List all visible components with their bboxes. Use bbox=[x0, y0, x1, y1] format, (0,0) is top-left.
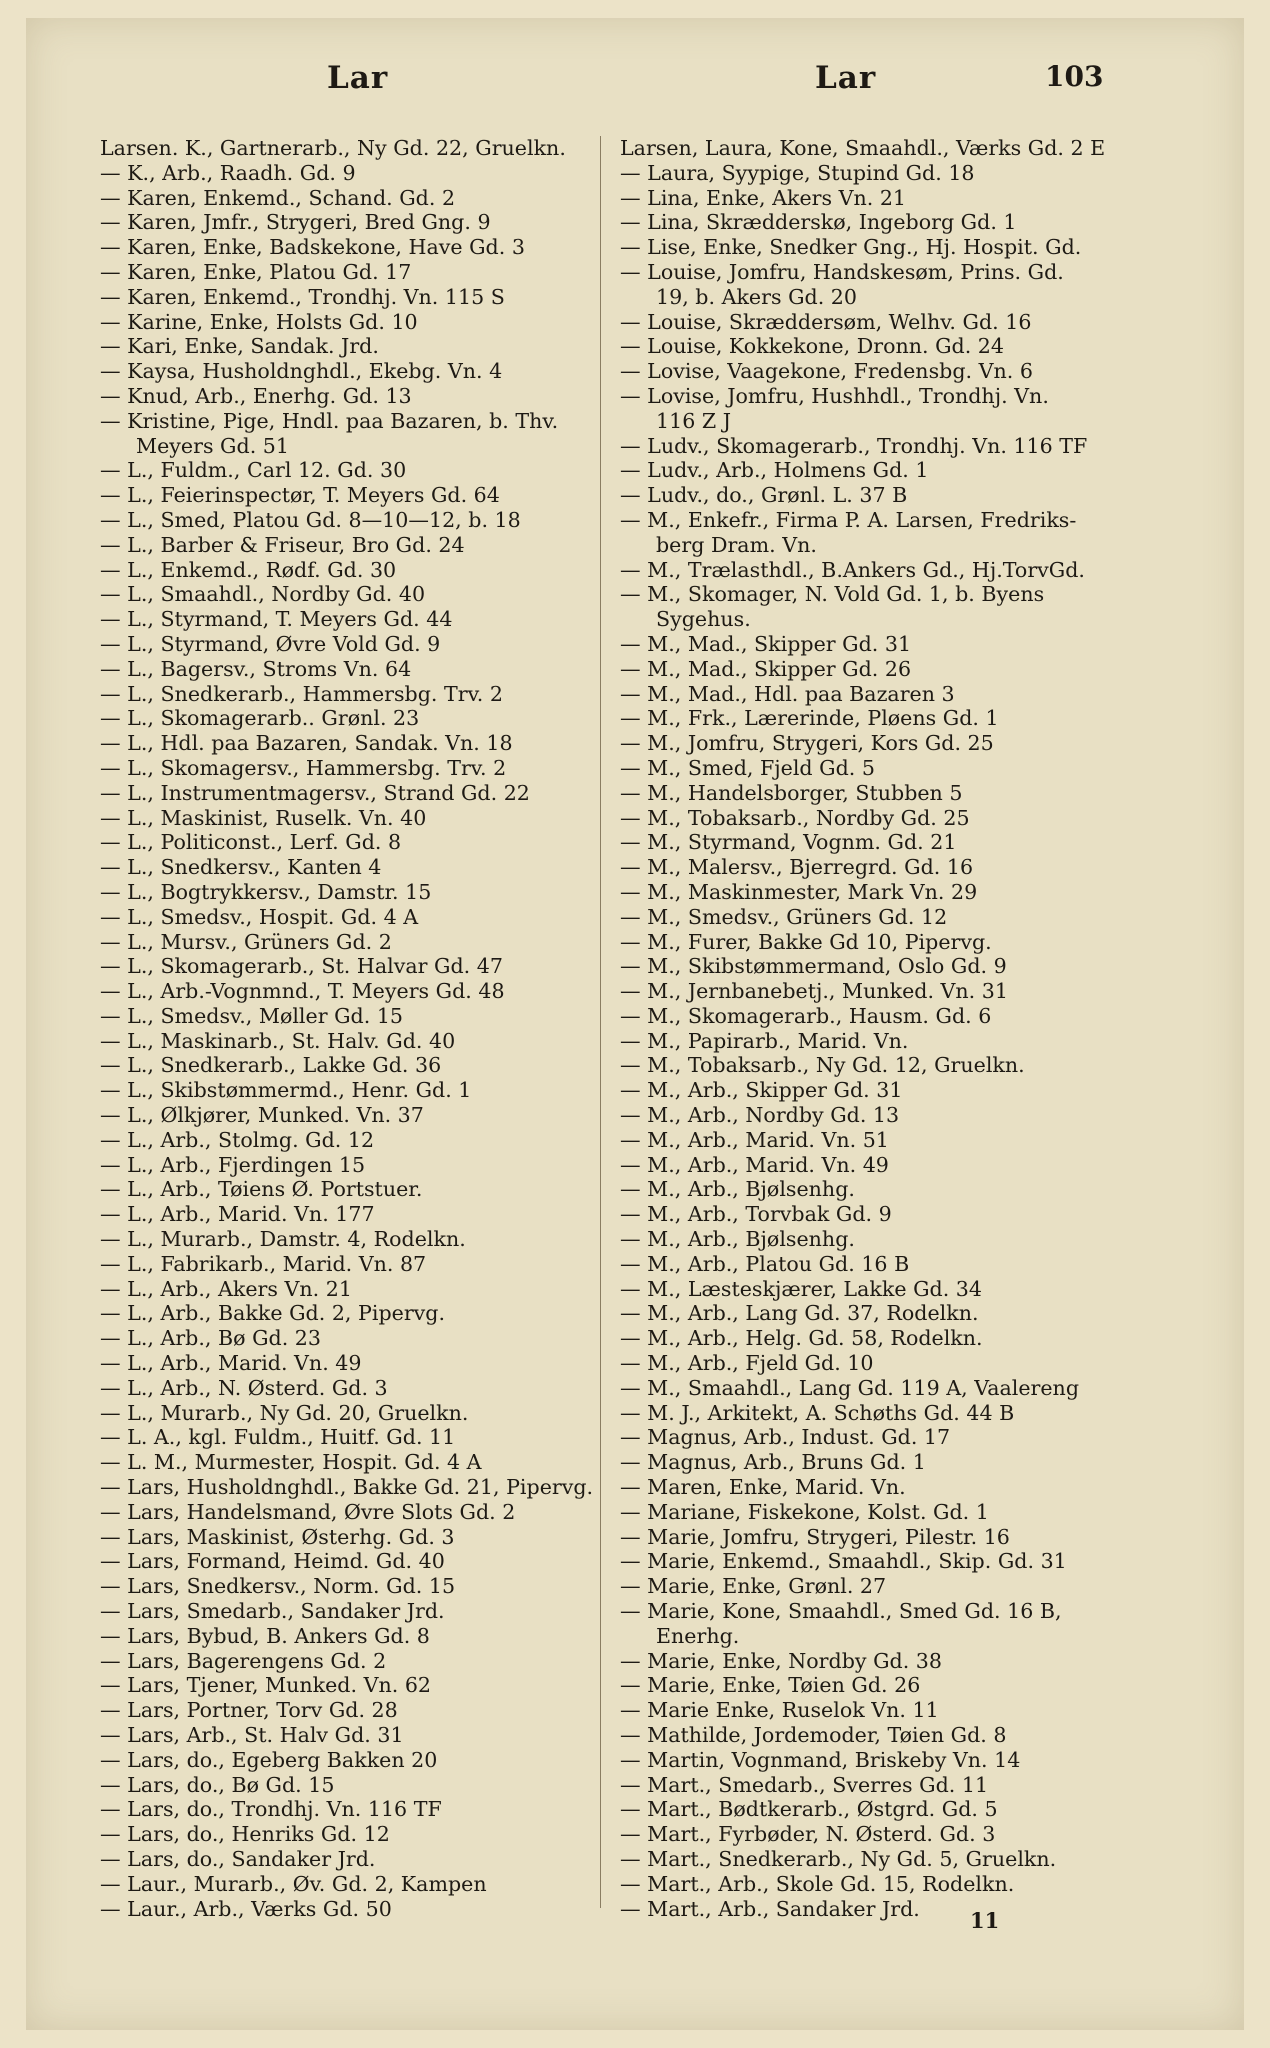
directory-entry: — Mart., Arb., Sandaker Jrd. bbox=[620, 1896, 920, 1921]
directory-entry: — Kaysa, Husholdnghdl., Ekebg. Vn. 4 bbox=[100, 359, 503, 384]
directory-entry: — L., Arb., Akers Vn. 21 bbox=[100, 1276, 352, 1301]
directory-entry: — L., Enkemd., Rødf. Gd. 30 bbox=[100, 557, 397, 582]
directory-entry: — L., Arb., Stolmg. Gd. 12 bbox=[100, 1127, 375, 1152]
directory-entry: — L., Feierinspectør, T. Meyers Gd. 64 bbox=[100, 483, 500, 508]
directory-entry: — M., Malersv., Bjerregrd. Gd. 16 bbox=[620, 855, 974, 880]
directory-entry: — L., Murarb., Ny Gd. 20, Gruelkn. bbox=[100, 1400, 469, 1425]
directory-entry: — M., Skibstømmermand, Oslo Gd. 9 bbox=[620, 954, 1007, 979]
directory-entry: — L., Maskinist, Ruselk. Vn. 40 bbox=[100, 805, 427, 830]
directory-entry: Larsen, Laura, Kone, Smaahdl., Værks Gd. 2 E bbox=[620, 136, 1106, 160]
directory-entry: — Lars, Portner, Torv Gd. 28 bbox=[100, 1698, 398, 1723]
directory-entry: — L., Arb., Marid. Vn. 49 bbox=[100, 1351, 362, 1376]
directory-entry: — L., Arb., Bø Gd. 23 bbox=[100, 1326, 322, 1351]
directory-entry: — L., Styrmand, Øvre Vold Gd. 9 bbox=[100, 631, 441, 656]
directory-entry: — L., Arb., Fjerdingen 15 bbox=[100, 1152, 366, 1177]
directory-entry: — L. M., Murmester, Hospit. Gd. 4 A bbox=[100, 1450, 482, 1475]
directory-entry: — L., Bagersv., Stroms Vn. 64 bbox=[100, 656, 412, 681]
directory-entry: — Louise, Jomfru, Handskesøm, Prins. Gd. bbox=[620, 259, 1064, 284]
directory-entry: — Ludv., Arb., Holmens Gd. 1 bbox=[620, 458, 929, 483]
directory-entry: — Lise, Enke, Snedker Gng., Hj. Hospit. Gd. bbox=[620, 235, 1082, 260]
directory-entry: — Lars, Arb., St. Halv Gd. 31 bbox=[100, 1723, 404, 1747]
directory-entry: — L., Arb., Bakke Gd. 2, Pipervg. bbox=[100, 1301, 446, 1326]
directory-entry: — Mart., Arb., Skole Gd. 15, Rodelkn. bbox=[620, 1871, 1015, 1896]
right-column bbox=[620, 136, 1106, 1921]
directory-entry: — L., Fabrikarb., Marid. Vn. 87 bbox=[100, 1251, 427, 1276]
directory-entry: — L., Snedkerarb., Hammersbg. Trv. 2 bbox=[100, 681, 503, 706]
directory-entry: — Lars, Maskinist, Østerhg. Gd. 3 bbox=[100, 1524, 455, 1549]
directory-entry: — Lars, Bybud, B. Ankers Gd. 8 bbox=[100, 1623, 430, 1648]
directory-entry: — Lovise, Vaagekone, Fredensbg. Vn. 6 bbox=[620, 359, 1033, 384]
directory-entry: — Marie, Enke, Tøien Gd. 26 bbox=[620, 1673, 921, 1698]
directory-entry: — M., Arb., Bjølsenhg. bbox=[620, 1177, 855, 1202]
directory-entry: — Lina, Skrædderskø, Ingeborg Gd. 1 bbox=[620, 210, 1017, 235]
directory-entry: — L., Skomagerarb.. Grønl. 23 bbox=[100, 706, 420, 731]
directory-entry: 19, b. Akers Gd. 20 bbox=[656, 284, 858, 309]
directory-entry: — M., Furer, Bakke Gd 10, Pipervg. bbox=[620, 929, 992, 954]
directory-entry: — M., Tobaksarb., Nordby Gd. 25 bbox=[620, 805, 970, 830]
right-guide-word: Lar bbox=[815, 60, 877, 96]
directory-entry: — L. A., kgl. Fuldm., Huitf. Gd. 11 bbox=[100, 1425, 456, 1450]
directory-entry: — L., Arb.-Vognmnd., T. Meyers Gd. 48 bbox=[100, 979, 505, 1004]
page-number: 103 bbox=[1045, 60, 1104, 93]
directory-entry: — L., Bogtrykkersv., Damstr. 15 bbox=[100, 879, 432, 904]
left-column bbox=[100, 136, 592, 1921]
directory-entry: — M., Mad., Skipper Gd. 26 bbox=[620, 656, 912, 681]
directory-entry: — Magnus, Arb., Bruns Gd. 1 bbox=[620, 1450, 926, 1475]
directory-entry: — L., Smedsv., Møller Gd. 15 bbox=[100, 1003, 404, 1028]
directory-entry: — M., Arb., Nordby Gd. 13 bbox=[620, 1103, 900, 1128]
directory-entry: — Knud, Arb., Enerhg. Gd. 13 bbox=[100, 383, 412, 408]
directory-entry: — L., Skibstømmermd., Henr. Gd. 1 bbox=[100, 1078, 472, 1103]
directory-entry: — Lars, Snedkersv., Norm. Gd. 15 bbox=[100, 1574, 456, 1599]
directory-entry: — M., Arb., Marid. Vn. 51 bbox=[620, 1127, 889, 1152]
directory-entry: — Lars, Bagerengens Gd. 2 bbox=[100, 1648, 387, 1673]
directory-entry: — L., Skomagersv., Hammersbg. Trv. 2 bbox=[100, 755, 507, 780]
directory-entry: — M., Smaahdl., Lang Gd. 119 A, Vaalereng bbox=[620, 1375, 1080, 1400]
directory-entry: — L., Arb., Marid. Vn. 177 bbox=[100, 1202, 375, 1227]
directory-entry: — L., Murarb., Damstr. 4, Rodelkn. bbox=[100, 1227, 466, 1252]
directory-entry: — L., Styrmand, T. Meyers Gd. 44 bbox=[100, 607, 453, 632]
directory-entry: — M., Smedsv., Grüners Gd. 12 bbox=[620, 904, 948, 929]
directory-entry: — M. J., Arkitekt, A. Schøths Gd. 44 B bbox=[620, 1400, 1015, 1425]
directory-entry: Sygehus. bbox=[656, 607, 751, 632]
directory-entry: — Lars, Formand, Heimd. Gd. 40 bbox=[100, 1549, 445, 1574]
directory-entry: — Marie, Enke, Grønl. 27 bbox=[620, 1574, 887, 1599]
directory-entry: Larsen. K., Gartnerarb., Ny Gd. 22, Gruelkn. bbox=[100, 136, 566, 160]
directory-entry: — Kristine, Pige, Hndl. paa Bazaren, b. Thv. bbox=[100, 408, 559, 433]
directory-entry: — M., Arb., Platou Gd. 16 B bbox=[620, 1251, 910, 1276]
directory-entry: — Louise, Skræddersøm, Welhv. Gd. 16 bbox=[620, 309, 1032, 334]
left-guide-word: Lar bbox=[327, 60, 389, 96]
directory-entry: 116 Z J bbox=[656, 408, 731, 433]
directory-entry: — M., Arb., Fjeld Gd. 10 bbox=[620, 1351, 874, 1376]
directory-entry: — L., Skomagerarb., St. Halvar Gd. 47 bbox=[100, 954, 503, 979]
directory-entry: Enerhg. bbox=[656, 1623, 740, 1648]
directory-entry: — Lars, Tjener, Munked. Vn. 62 bbox=[100, 1673, 432, 1698]
directory-entry: — Marie, Jomfru, Strygeri, Pilestr. 16 bbox=[620, 1524, 1010, 1549]
directory-entry: — M., Maskinmester, Mark Vn. 29 bbox=[620, 879, 978, 904]
directory-entry: — Marie, Enkemd., Smaahdl., Skip. Gd. 31 bbox=[620, 1549, 1067, 1574]
directory-entry: — Lars, do., Trondhj. Vn. 116 TF bbox=[100, 1797, 442, 1822]
directory-entry: — M., Skomager, N. Vold Gd. 1, b. Byens bbox=[620, 582, 1045, 607]
directory-entry: — M., Læsteskjærer, Lakke Gd. 34 bbox=[620, 1276, 982, 1301]
directory-entry: — M., Styrmand, Vognm. Gd. 21 bbox=[620, 830, 957, 855]
directory-entry: — M., Enkefr., Firma P. A. Larsen, Fredriks- bbox=[620, 507, 1077, 532]
directory-entry: — Lars, do., Egeberg Bakken 20 bbox=[100, 1747, 438, 1772]
directory-entry: — Marie Enke, Ruselok Vn. 11 bbox=[620, 1698, 939, 1723]
directory-entry: — Karen, Enke, Badskekone, Have Gd. 3 bbox=[100, 235, 525, 260]
directory-entry: — L., Snedkerarb., Lakke Gd. 36 bbox=[100, 1053, 442, 1078]
directory-entry: — Kari, Enke, Sandak. Jrd. bbox=[100, 334, 379, 359]
signature-mark: 11 bbox=[970, 1908, 1000, 1933]
column-divider bbox=[600, 136, 601, 1908]
directory-entry: — M., Arb., Skipper Gd. 31 bbox=[620, 1078, 903, 1103]
directory-entry: — M., Tobaksarb., Ny Gd. 12, Gruelkn. bbox=[620, 1053, 1025, 1078]
directory-entry: — Karine, Enke, Holsts Gd. 10 bbox=[100, 309, 418, 334]
directory-entry: — Mathilde, Jordemoder, Tøien Gd. 8 bbox=[620, 1723, 1007, 1747]
directory-entry: — L., Fuldm., Carl 12. Gd. 30 bbox=[100, 458, 407, 483]
directory-entry: — Karen, Jmfr., Strygeri, Bred Gng. 9 bbox=[100, 210, 491, 235]
directory-entry: — Lars, do., Sandaker Jrd. bbox=[100, 1846, 376, 1871]
directory-entry: — M., Skomagerarb., Hausm. Gd. 6 bbox=[620, 1003, 992, 1028]
directory-entry: — L., Smed, Platou Gd. 8—10—12, b. 18 bbox=[100, 507, 521, 532]
directory-entry: — L., Hdl. paa Bazaren, Sandak. Vn. 18 bbox=[100, 731, 513, 756]
directory-entry: — M., Smed, Fjeld Gd. 5 bbox=[620, 755, 875, 780]
directory-entry: — M., Papirarb., Marid. Vn. bbox=[620, 1028, 909, 1053]
directory-entry: — Lars, do., Henriks Gd. 12 bbox=[100, 1822, 390, 1847]
directory-entry: — M., Arb., Torvbak Gd. 9 bbox=[620, 1202, 892, 1227]
directory-entry: — L., Snedkersv., Kanten 4 bbox=[100, 855, 382, 880]
directory-entry: — Martin, Vognmand, Briskeby Vn. 14 bbox=[620, 1747, 1021, 1772]
directory-entry: — Karen, Enke, Platou Gd. 17 bbox=[100, 259, 412, 284]
directory-entry: — L., Mursv., Grüners Gd. 2 bbox=[100, 929, 392, 954]
directory-entry: — L., Smedsv., Hospit. Gd. 4 A bbox=[100, 904, 419, 929]
directory-entry: — M., Arb., Bjølsenhg. bbox=[620, 1227, 855, 1252]
directory-entry: berg Dram. Vn. bbox=[656, 532, 817, 557]
directory-entry: — L., Barber & Friseur, Bro Gd. 24 bbox=[100, 532, 465, 557]
directory-entry: — M., Arb., Marid. Vn. 49 bbox=[620, 1152, 889, 1177]
directory-entry: — M., Jomfru, Strygeri, Kors Gd. 25 bbox=[620, 731, 994, 756]
directory-entry: — L., Arb., N. Østerd. Gd. 3 bbox=[100, 1375, 388, 1400]
directory-entry: — Laur., Arb., Værks Gd. 50 bbox=[100, 1896, 392, 1921]
directory-entry: — M., Jernbanebetj., Munked. Vn. 31 bbox=[620, 979, 1008, 1004]
directory-entry: — M., Frk., Lærerinde, Pløens Gd. 1 bbox=[620, 706, 999, 731]
directory-entry: — M., Arb., Helg. Gd. 58, Rodelkn. bbox=[620, 1326, 983, 1351]
directory-entry: — M., Mad., Skipper Gd. 31 bbox=[620, 631, 912, 656]
directory-entry: — Marie, Kone, Smaahdl., Smed Gd. 16 B, bbox=[620, 1599, 1062, 1624]
directory-entry: — Lars, Handelsmand, Øvre Slots Gd. 2 bbox=[100, 1499, 516, 1524]
directory-entry: — K., Arb., Raadh. Gd. 9 bbox=[100, 160, 356, 185]
directory-entry: — Mariane, Fiskekone, Kolst. Gd. 1 bbox=[620, 1499, 989, 1524]
directory-entry: — Mart., Snedkerarb., Ny Gd. 5, Gruelkn. bbox=[620, 1846, 1057, 1871]
directory-entry: — Lars, Smedarb., Sandaker Jrd. bbox=[100, 1599, 445, 1624]
directory-entry: — Mart., Smedarb., Sverres Gd. 11 bbox=[620, 1772, 989, 1797]
directory-entry: — Mart., Fyrbøder, N. Østerd. Gd. 3 bbox=[620, 1822, 996, 1847]
directory-entry: — Karen, Enkemd., Schand. Gd. 2 bbox=[100, 185, 456, 210]
directory-entry: — Magnus, Arb., Indust. Gd. 17 bbox=[620, 1425, 951, 1450]
directory-entry: — L., Arb., Tøiens Ø. Portstuer. bbox=[100, 1177, 423, 1202]
page-header bbox=[0, 60, 1270, 110]
directory-entry: — Lars, do., Bø Gd. 15 bbox=[100, 1772, 335, 1797]
directory-entry: — M., Mad., Hdl. paa Bazaren 3 bbox=[620, 681, 955, 706]
directory-entry: — L., Politiconst., Lerf. Gd. 8 bbox=[100, 830, 402, 855]
directory-entry: — M., Trælasthdl., B.Ankers Gd., Hj.TorvGd. bbox=[620, 557, 1085, 582]
directory-entry: — L., Maskinarb., St. Halv. Gd. 40 bbox=[100, 1028, 456, 1053]
directory-entry: — Ludv., Skomagerarb., Trondhj. Vn. 116 TF bbox=[620, 433, 1088, 458]
directory-entry: — L., Ølkjører, Munked. Vn. 37 bbox=[100, 1103, 424, 1128]
directory-entry: — Mart., Bødtkerarb., Østgrd. Gd. 5 bbox=[620, 1797, 998, 1822]
directory-entry: — L., Smaahdl., Nordby Gd. 40 bbox=[100, 582, 426, 607]
directory-entry: — Karen, Enkemd., Trondhj. Vn. 115 S bbox=[100, 284, 505, 309]
directory-entry: — M., Handelsborger, Stubben 5 bbox=[620, 780, 963, 805]
directory-entry: Meyers Gd. 51 bbox=[136, 433, 289, 458]
directory-entry: — M., Arb., Lang Gd. 37, Rodelkn. bbox=[620, 1301, 979, 1326]
directory-entry: — Maren, Enke, Marid. Vn. bbox=[620, 1475, 906, 1500]
directory-entry: — Ludv., do., Grønl. L. 37 B bbox=[620, 483, 908, 508]
directory-entry: — Lars, Husholdnghdl., Bakke Gd. 21, Pipervg. bbox=[100, 1475, 594, 1500]
directory-entry: — Laur., Murarb., Øv. Gd. 2, Kampen bbox=[100, 1871, 487, 1896]
directory-entry: — Lina, Enke, Akers Vn. 21 bbox=[620, 185, 907, 210]
directory-entry: — Lovise, Jomfru, Hushhdl., Trondhj. Vn. bbox=[620, 383, 1049, 408]
directory-entry: — Marie, Enke, Nordby Gd. 38 bbox=[620, 1648, 943, 1673]
directory-entry: — L., Instrumentmagersv., Strand Gd. 22 bbox=[100, 780, 530, 805]
directory-entry: — Louise, Kokkekone, Dronn. Gd. 24 bbox=[620, 334, 1005, 359]
directory-entry: — Laura, Syypige, Stupind Gd. 18 bbox=[620, 160, 975, 185]
